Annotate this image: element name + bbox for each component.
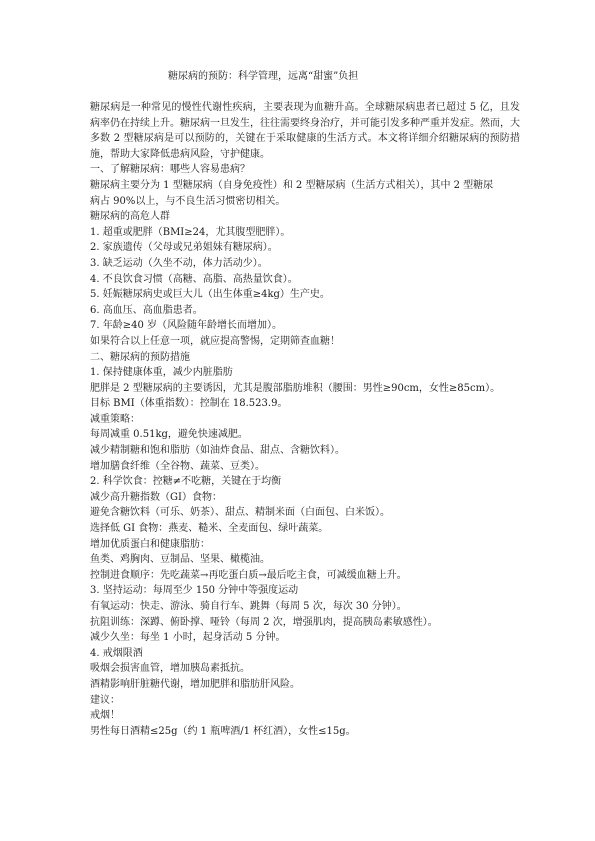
text-line: 糖尿病的高危人群 — [90, 211, 170, 223]
text-line: 一、了解糖尿病：哪些人容易患病？ — [90, 164, 250, 176]
text-line: 6. 高血压、高血脂患者。 — [90, 304, 203, 316]
intro-paragraph: 糖尿病是一种常见的慢性代谢性疾病，主要表现为血糖升高。全球糖尿病患者已超过 5 亿，且发病率仍在持续上升。糖尿病一旦发生，往往需要终身治疗，并可能引发多种严重并发症。然而，大多数 2 型糖尿病是可以预防的，关键在于采取健康的生活方式。本文将详细介绍糖尿病的预防措施，帮助大家降低患病风险，守护健康。 — [90, 102, 520, 160]
document-body — [90, 100, 520, 739]
text-line: 肥胖是 2 型糖尿病的主要诱因，尤其是腹部脂肪堆积（腰围：男性≥90cm，女性≥85cm）。 — [90, 382, 501, 394]
text-line: 减少久坐：每坐 1 小时，起身活动 5 分钟。 — [90, 632, 286, 644]
text-line: 目标 BMI（体重指数）：控制在 18.523.9。 — [90, 398, 288, 410]
text-line: 如果符合以上任意一项，就应提高警惕，定期筛查血糖！ — [90, 335, 340, 347]
text-line: 病占 90%以上，与不良生活习惯密切相关。 — [90, 195, 286, 207]
text-line: 有氧运动：快走、游泳、骑自行车、跳舞（每周 5 次，每次 30 分钟）。 — [90, 601, 407, 612]
text-line: 减少精制糖和饱和脂肪（如油炸食品、甜点、含糖饮料）。 — [90, 445, 345, 457]
text-line: 减少高升糖指数（GI）食物： — [90, 491, 222, 503]
text-line: 增加膳食纤维（全谷物、蔬菜、豆类）。 — [90, 460, 265, 472]
text-line: 建议： — [90, 694, 120, 706]
text-line: 2. 科学饮食：控糖≠不吃糖，关键在于均衡 — [90, 476, 282, 488]
text-line: 鱼类、鸡胸肉、豆制品、坚果、橄榄油。 — [90, 554, 270, 566]
text-line: 酒精影响肝脏糖代谢，增加肥胖和脂肪肝风险。 — [90, 678, 300, 690]
text-line: 增加优质蛋白和健康脂肪： — [90, 538, 210, 550]
text-line: 避免含糖饮料（可乐、奶茶）、甜点、精制米面（白面包、白米饭）。 — [90, 507, 390, 519]
document-lines — [90, 162, 520, 739]
text-line: 1. 超重或肥胖（BMI≥24，尤其腹型肥胖）。 — [90, 226, 291, 238]
text-line: 2. 家族遗传（父母或兄弟姐妹有糖尿病）。 — [90, 242, 278, 254]
text-line: 戒烟！ — [90, 710, 120, 722]
text-line: 3. 坚持运动：每周至少 150 分钟中等强度运动 — [90, 585, 299, 597]
text-line: 二、糖尿病的预防措施 — [90, 351, 190, 363]
text-line: 抗阻训练：深蹲、俯卧撑、哑铃（每周 2 次，增强肌肉，提高胰岛素敏感性）。 — [90, 616, 438, 628]
document-title: 糖尿病的预防：科学管理，远离“甜蜜”负担 — [168, 71, 359, 82]
text-line: 7. 年龄≥40 岁（风险随年龄增长而增加）。 — [90, 320, 283, 332]
text-line: 4. 不良饮食习惯（高糖、高脂、高热量饮食）。 — [90, 273, 298, 285]
text-line: 5. 妊娠糖尿病史或巨大儿（出生体重≥4kg）生产史。 — [90, 289, 330, 301]
text-line: 3. 缺乏运动（久坐不动，体力活动少）。 — [90, 257, 268, 269]
text-line: 1. 保持健康体重，减少内脏脂肪 — [90, 367, 233, 379]
text-line: 选择低 GI 食物：燕麦、糙米、全麦面包、绿叶蔬菜。 — [90, 523, 329, 535]
text-line: 吸烟会损害血管，增加胰岛素抵抗。 — [90, 663, 250, 675]
text-line: 减重策略： — [90, 413, 140, 425]
text-line: 糖尿病主要分为 1 型糖尿病（自身免疫性）和 2 型糖尿病（生活方式相关），其中 2 型糖尿 — [90, 179, 494, 191]
text-line: 男性每日酒精≤25g（约 1 瓶啤酒/1 杯红酒），女性≤15g。 — [90, 725, 356, 737]
text-line: 控制进食顺序：先吃蔬菜→再吃蛋白质→最后吃主食，可减缓血糖上升。 — [90, 569, 407, 581]
text-line: 每周减重 0.51kg，避免快速减肥。 — [90, 429, 248, 441]
text-line: 4. 戒烟限酒 — [90, 647, 143, 659]
